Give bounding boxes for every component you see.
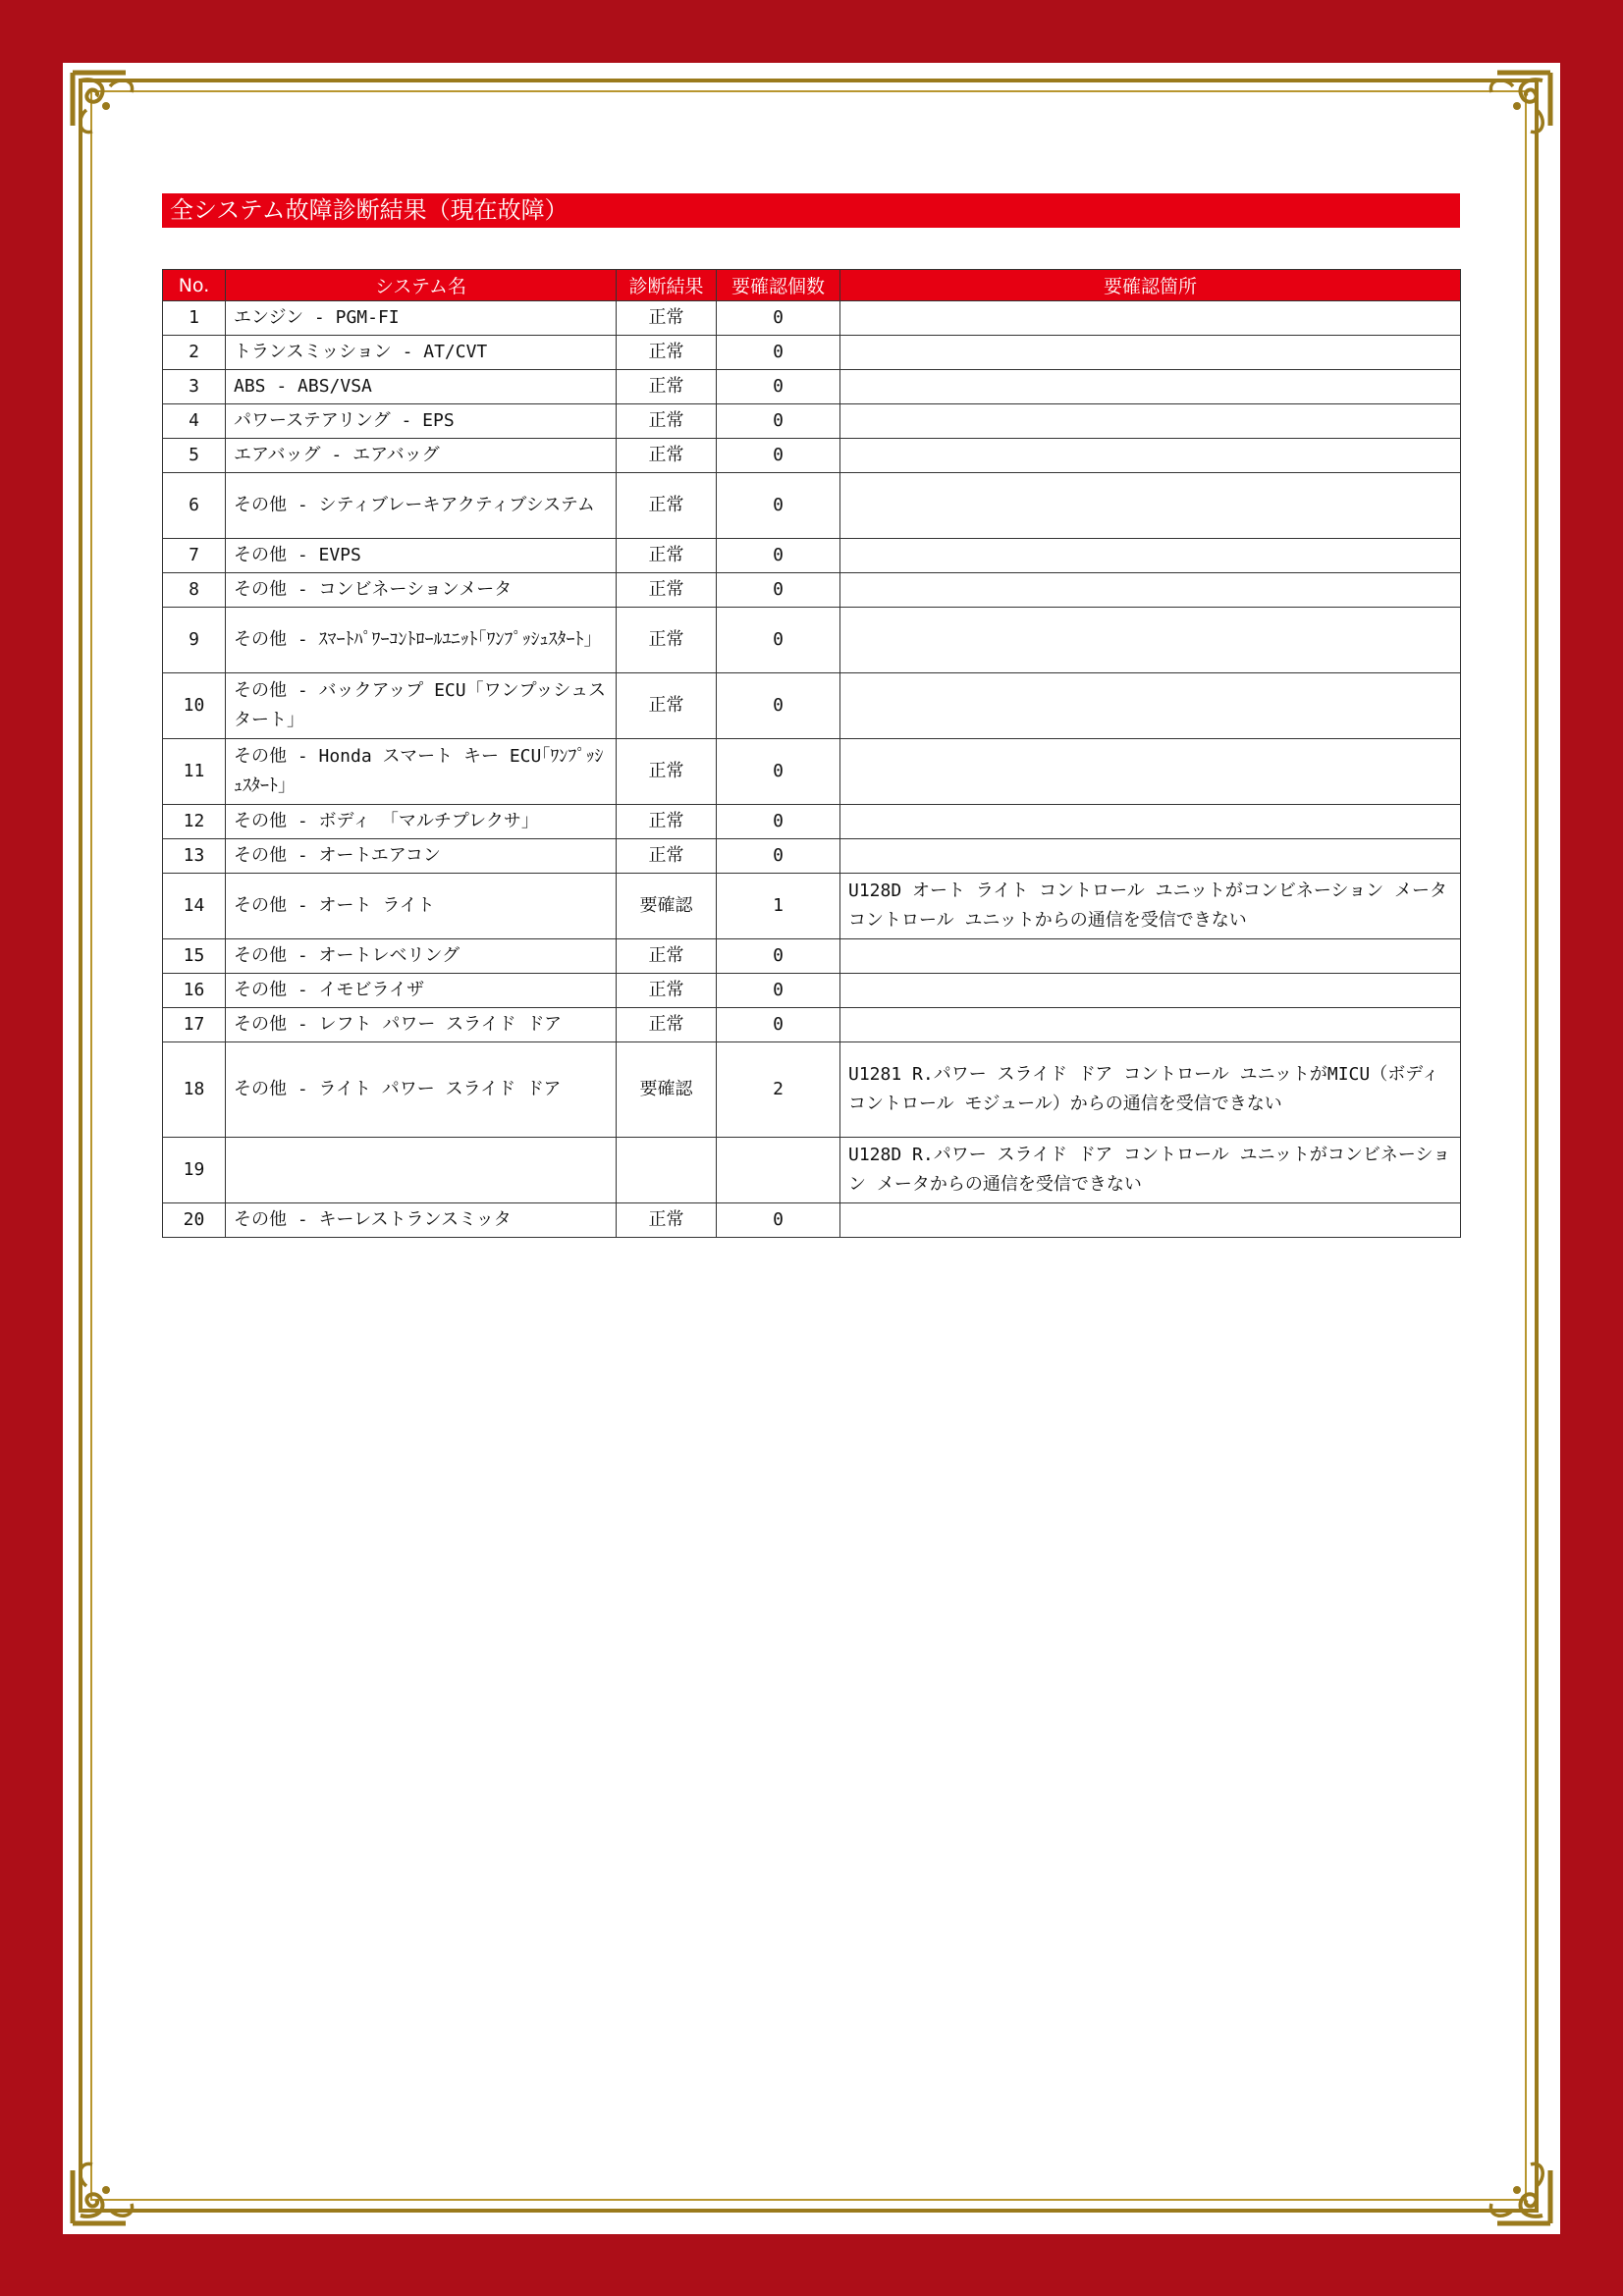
row-result: 正常: [617, 573, 717, 608]
row-detail: [840, 1203, 1461, 1238]
row-detail: [840, 439, 1461, 473]
row-no: 14: [163, 874, 226, 939]
row-no: 18: [163, 1042, 226, 1138]
row-count: 0: [717, 439, 840, 473]
row-count: 0: [717, 608, 840, 673]
row-system: その他 - オートレベリング: [226, 939, 617, 974]
row-detail: [840, 301, 1461, 336]
row-count: 1: [717, 874, 840, 939]
table-row: [163, 1042, 1461, 1138]
row-result: 正常: [617, 608, 717, 673]
row-system: その他 - シティブレーキアクティブシステム: [226, 473, 617, 539]
row-result: 正常: [617, 370, 717, 404]
row-no: 2: [163, 336, 226, 370]
row-detail: [840, 805, 1461, 839]
row-detail: U128D R.パワー スライド ドア コントロール ユニットがコンビネーション メータからの通信を受信できない: [840, 1138, 1461, 1203]
row-count: [717, 1138, 840, 1203]
table-row: [163, 974, 1461, 1008]
row-detail: [840, 673, 1461, 739]
row-system: エンジン - PGM-FI: [226, 301, 617, 336]
column-header-result: 診断結果: [617, 270, 717, 301]
row-no: 9: [163, 608, 226, 673]
table-header-row: [163, 270, 1461, 301]
row-count: 0: [717, 336, 840, 370]
row-detail: [840, 739, 1461, 805]
table-row: [163, 336, 1461, 370]
row-system: その他 - Honda スマート キー ECU｢ﾜﾝﾌﾟｯｼｭｽﾀｰﾄ｣: [226, 739, 617, 805]
row-system: その他 - キーレストランスミッタ: [226, 1203, 617, 1238]
row-system: その他 - コンビネーションメータ: [226, 573, 617, 608]
row-count: 0: [717, 1008, 840, 1042]
row-detail: [840, 370, 1461, 404]
table-row: [163, 301, 1461, 336]
row-system: その他 - EVPS: [226, 539, 617, 573]
row-no: 3: [163, 370, 226, 404]
row-result: 要確認: [617, 1042, 717, 1138]
corner-ornament-icon: [1458, 67, 1556, 165]
row-result: 正常: [617, 1203, 717, 1238]
row-count: 0: [717, 939, 840, 974]
row-detail: [840, 939, 1461, 974]
table-row: [163, 805, 1461, 839]
row-count: 0: [717, 301, 840, 336]
table-row: [163, 1138, 1461, 1203]
table-row: [163, 608, 1461, 673]
row-no: 19: [163, 1138, 226, 1203]
column-header-count: 要確認個数: [717, 270, 840, 301]
row-result: 正常: [617, 439, 717, 473]
table-row: [163, 839, 1461, 874]
row-no: 12: [163, 805, 226, 839]
row-detail: [840, 404, 1461, 439]
table-row: [163, 673, 1461, 739]
section-title: 全システム故障診断結果（現在故障）: [162, 193, 1460, 228]
table-row: [163, 1008, 1461, 1042]
row-system: ABS - ABS/VSA: [226, 370, 617, 404]
row-system: その他 - バックアップ ECU「ワンプッシュスタート」: [226, 673, 617, 739]
row-system: その他 - ボディ 「マルチプレクサ」: [226, 805, 617, 839]
row-detail: [840, 974, 1461, 1008]
row-count: 0: [717, 805, 840, 839]
row-no: 6: [163, 473, 226, 539]
row-result: 正常: [617, 974, 717, 1008]
column-header-no: No.: [163, 270, 226, 301]
row-count: 0: [717, 404, 840, 439]
diagnosis-table: [162, 269, 1461, 1238]
row-result: 要確認: [617, 874, 717, 939]
row-count: 0: [717, 839, 840, 874]
row-no: 20: [163, 1203, 226, 1238]
row-system: その他 - レフト パワー スライド ドア: [226, 1008, 617, 1042]
corner-ornament-icon: [67, 67, 165, 165]
row-no: 7: [163, 539, 226, 573]
row-system: エアバッグ - エアバッグ: [226, 439, 617, 473]
row-result: 正常: [617, 805, 717, 839]
row-no: 17: [163, 1008, 226, 1042]
table-row: [163, 439, 1461, 473]
column-header-detail: 要確認箇所: [840, 270, 1461, 301]
row-count: 0: [717, 673, 840, 739]
table-row: [163, 370, 1461, 404]
corner-ornament-icon: [1458, 2131, 1556, 2229]
row-result: 正常: [617, 473, 717, 539]
row-system: その他 - オートエアコン: [226, 839, 617, 874]
row-system: その他 - ｽﾏｰﾄﾊﾟﾜｰｺﾝﾄﾛｰﾙﾕﾆｯﾄ｢ﾜﾝﾌﾟｯｼｭｽﾀｰﾄ｣: [226, 608, 617, 673]
row-system: トランスミッション - AT/CVT: [226, 336, 617, 370]
row-detail: U128D オート ライト コントロール ユニットがコンビネーション メータ コントロール ユニットからの通信を受信できない: [840, 874, 1461, 939]
row-result: 正常: [617, 1008, 717, 1042]
row-detail: [840, 839, 1461, 874]
row-count: 0: [717, 1203, 840, 1238]
row-detail: [840, 539, 1461, 573]
row-detail: [840, 473, 1461, 539]
row-count: 0: [717, 473, 840, 539]
row-result: 正常: [617, 739, 717, 805]
row-count: 0: [717, 370, 840, 404]
row-no: 5: [163, 439, 226, 473]
row-system: パワーステアリング - EPS: [226, 404, 617, 439]
row-result: 正常: [617, 336, 717, 370]
row-result: 正常: [617, 839, 717, 874]
row-detail: [840, 608, 1461, 673]
table-row: [163, 473, 1461, 539]
table-row: [163, 404, 1461, 439]
row-no: 11: [163, 739, 226, 805]
row-result: [617, 1138, 717, 1203]
row-result: 正常: [617, 539, 717, 573]
table-row: [163, 539, 1461, 573]
row-no: 16: [163, 974, 226, 1008]
row-no: 1: [163, 301, 226, 336]
table-row: [163, 874, 1461, 939]
row-count: 0: [717, 974, 840, 1008]
row-result: 正常: [617, 939, 717, 974]
row-no: 13: [163, 839, 226, 874]
row-no: 8: [163, 573, 226, 608]
corner-ornament-icon: [67, 2131, 165, 2229]
row-count: 0: [717, 739, 840, 805]
row-system: その他 - ライト パワー スライド ドア: [226, 1042, 617, 1138]
column-header-system: システム名: [226, 270, 617, 301]
row-no: 15: [163, 939, 226, 974]
row-no: 10: [163, 673, 226, 739]
row-system: その他 - オート ライト: [226, 874, 617, 939]
row-detail: [840, 336, 1461, 370]
table-row: [163, 1203, 1461, 1238]
row-no: 4: [163, 404, 226, 439]
row-detail: [840, 573, 1461, 608]
row-detail: [840, 1008, 1461, 1042]
row-detail: U1281 R.パワー スライド ドア コントロール ユニットがMICU（ボディ コントロール モジュール）からの通信を受信できない: [840, 1042, 1461, 1138]
row-count: 0: [717, 539, 840, 573]
row-result: 正常: [617, 301, 717, 336]
row-result: 正常: [617, 673, 717, 739]
row-system: その他 - イモビライザ: [226, 974, 617, 1008]
table-row: [163, 573, 1461, 608]
row-count: 0: [717, 573, 840, 608]
row-system: [226, 1138, 617, 1203]
table-row: [163, 739, 1461, 805]
row-result: 正常: [617, 404, 717, 439]
row-count: 2: [717, 1042, 840, 1138]
table-row: [163, 939, 1461, 974]
